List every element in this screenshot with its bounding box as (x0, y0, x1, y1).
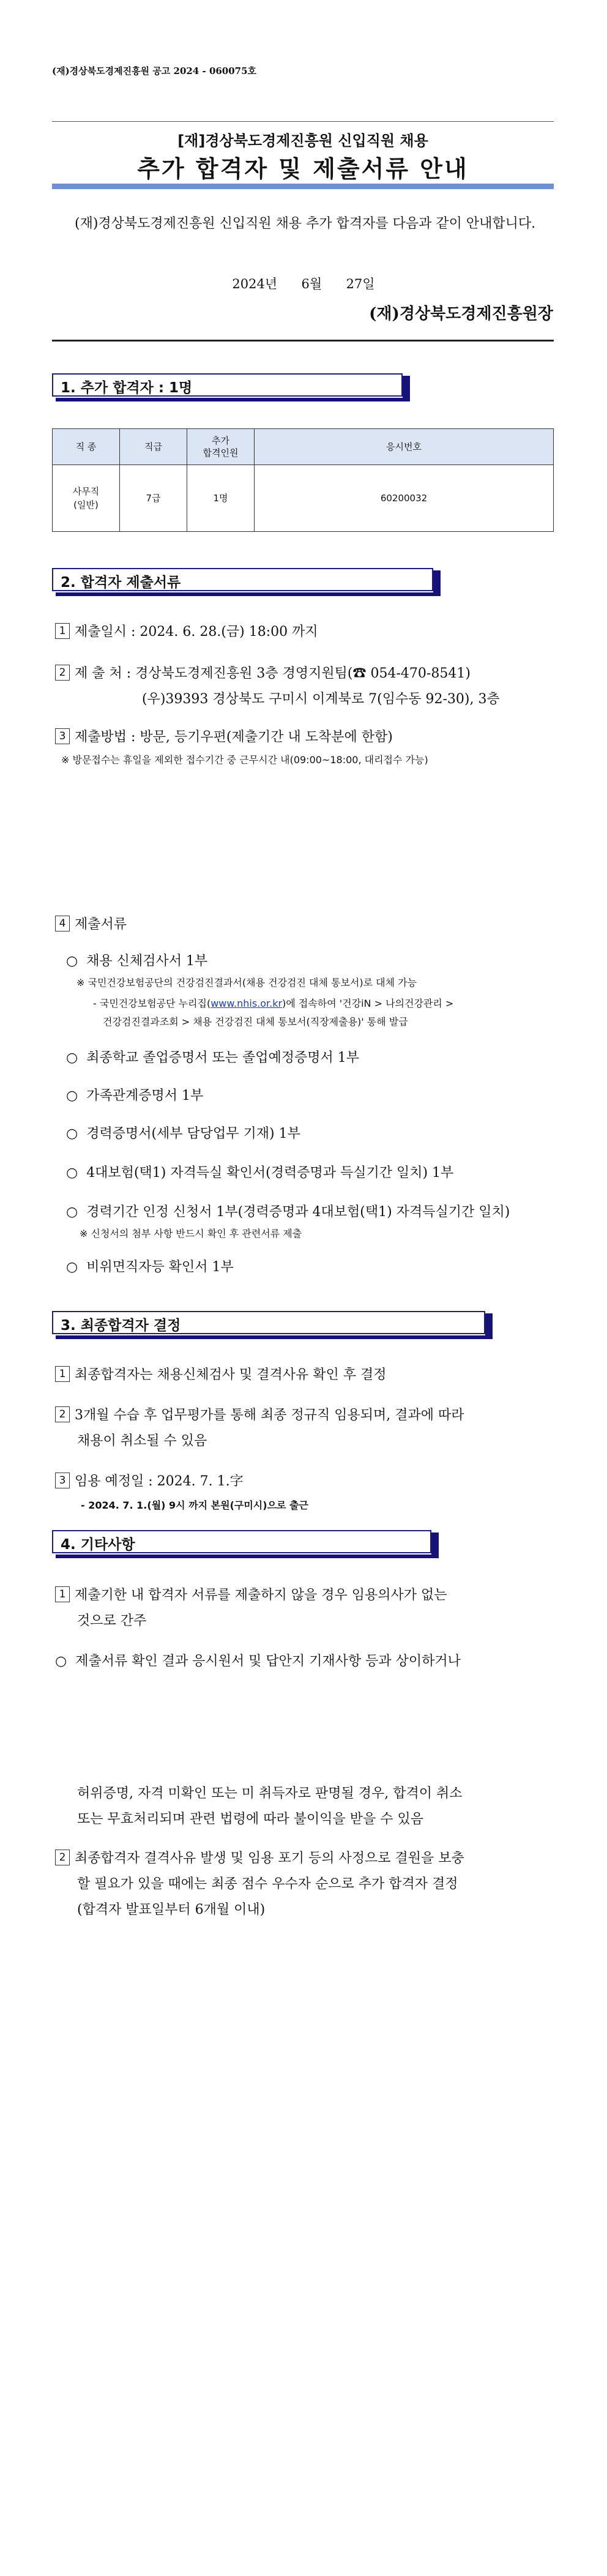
section1-heading (52, 373, 410, 401)
th-count: 추가 합격인원 (187, 429, 255, 465)
s4-item2-cont1: 할 필요가 있을 때에는 최종 점수 우수자 순으로 추가 합격자 결정 (77, 1876, 458, 1892)
td-grade: 7급 (120, 465, 187, 532)
hire-table (52, 428, 554, 532)
date-day: 27일 (346, 277, 375, 291)
date-month: 6월 (301, 277, 322, 291)
s2-item3: 3 제출방법 : 방문, 등기우편(제출기간 내 도착분에 한함) (55, 725, 393, 750)
s4-bullet-cont2: 또는 무효처리되며 관련 법령에 따라 불이익을 받을 수 있음 (77, 1812, 423, 1827)
intro-text: (재)경상북도경제진흥원 신입직원 채용 추가 합격자를 다음과 같이 안내합니다. (75, 216, 536, 231)
section2-heading (52, 568, 441, 596)
s4-bullet-cont1: 허위증명, 자격 미확인 또는 미 취득자로 판명될 경우, 합격이 취소 (77, 1786, 463, 1801)
td-count: 1명 (187, 465, 255, 532)
table-row (53, 465, 554, 532)
notice-number: (재)경상북도경제진흥원 공고 2024 - 060075호 (52, 65, 257, 77)
s2-item4: 4 제출서류 (55, 912, 127, 938)
s4-item1: 1 제출기한 내 합격자 서류를 제출하지 않을 경우 임용의사가 없는 (55, 1583, 447, 1608)
doc-item: ○ 채용 신체검사서 1부 (66, 954, 208, 969)
s3-item2: 2 3개월 수습 후 업무평가를 통해 최종 정규직 임용되며, 결과에 따라 (55, 1403, 464, 1428)
doc-item: ○ 4대보험(택1) 자격득실 확인서(경력증명과 득실기간 일치) 1부 (66, 1165, 454, 1181)
th-grade: 직급 (120, 429, 187, 465)
notice-date (0, 274, 607, 293)
section1-title: 1. 추가 합격자 : 1명 (61, 380, 193, 396)
s2-item2: 2 제 출 처 : 경상북도경제진흥원 3층 경영지원팀(☎ 054-470-8541) (55, 661, 471, 687)
s4-item1-cont: 것으로 간주 (77, 1613, 147, 1629)
signature: (재)경상북도경제진흥원장 (369, 305, 553, 323)
doc-item: ○ 비위면직자등 확인서 1부 (66, 1260, 234, 1275)
section4-heading (52, 1530, 439, 1558)
header-divider (52, 340, 554, 342)
page-title: 추가 합격자 및 제출서류 안내 (137, 155, 469, 182)
th-exam-number: 응시번호 (255, 429, 554, 465)
s4-bullet: ○ 제출서류 확인 결과 응시원서 및 답안지 기재사항 등과 상이하거나 (55, 1654, 461, 1669)
s3-item2-cont: 채용이 취소될 수 있음 (77, 1433, 207, 1449)
section3-title: 3. 최종합격자 결정 (61, 1318, 181, 1334)
s2-item2-address: (우)39393 경상북도 구미시 이계북로 7(임수동 92-30), 3층 (142, 692, 500, 707)
section4-title: 4. 기타사항 (61, 1537, 135, 1553)
date-year: 2024년 (232, 277, 278, 291)
doc-item: ○ 경력기간 인정 신청서 1부(경력증명과 4대보험(택1) 자격득실기간 일치) (66, 1204, 510, 1220)
doc-item: ○ 가족관계증명서 1부 (66, 1088, 204, 1103)
doc-item: ○ 경력증명서(세부 담당업무 기재) 1부 (66, 1126, 300, 1141)
s2-item1: 1 제출일시 : 2024. 6. 28.(금) 18:00 까지 (55, 619, 318, 645)
s2-item3-note: ※ 방문접수는 휴일을 제외한 접수기간 중 근무시간 내(09:00~18:00, 대리접수 가능) (61, 754, 428, 766)
table-header-row (53, 429, 554, 465)
s3-item1: 1 최종합격자는 채용신체검사 및 결격사유 확인 후 결정 (55, 1362, 387, 1388)
doc6-note: ※ 신청서의 첨부 사항 반드시 확인 후 관련서류 제출 (80, 1228, 302, 1239)
header-rule (52, 121, 554, 122)
td-job-type: 사무직 (일반) (53, 465, 120, 532)
title-bar (52, 184, 554, 189)
td-exam-number: 60200032 (255, 465, 554, 532)
th-job-type: 직 종 (53, 429, 120, 465)
doc1-sub2: 건강검진결과조회 > 채용 건강검진 대체 통보서(직장제출용)' 통해 발급 (103, 1016, 408, 1028)
s4-item2-cont2: (합격자 발표일부터 6개월 이내) (77, 1902, 266, 1917)
s3-item3: 3 임용 예정일 : 2024. 7. 1.字 (55, 1469, 244, 1495)
s3-item3-note: - 2024. 7. 1.(월) 9시 까지 본원(구미시)으로 출근 (81, 1499, 308, 1511)
doc-item: ○ 최종학교 졸업증명서 또는 졸업예정증명서 1부 (66, 1050, 359, 1066)
section2-title: 2. 합격자 제출서류 (61, 575, 181, 591)
org-title: [재]경상북도경제진흥원 신입직원 채용 (177, 132, 428, 149)
s4-item2: 2 최종합격자 결격사유 발생 및 임용 포기 등의 사정으로 결원을 보충 (55, 1846, 464, 1872)
section3-heading (52, 1311, 493, 1339)
doc1-note: ※ 국민건강보험공단의 건강검진결과서(채용 건강검진 대체 통보서)로 대체 가능 (76, 977, 417, 988)
nhis-link[interactable]: www.nhis.or.kr (210, 998, 283, 1009)
doc1-sub: - 국민건강보험공단 누리집(www.nhis.or.kr)에 접속하여 '건강iN > 나의건강관리 > (93, 998, 454, 1009)
